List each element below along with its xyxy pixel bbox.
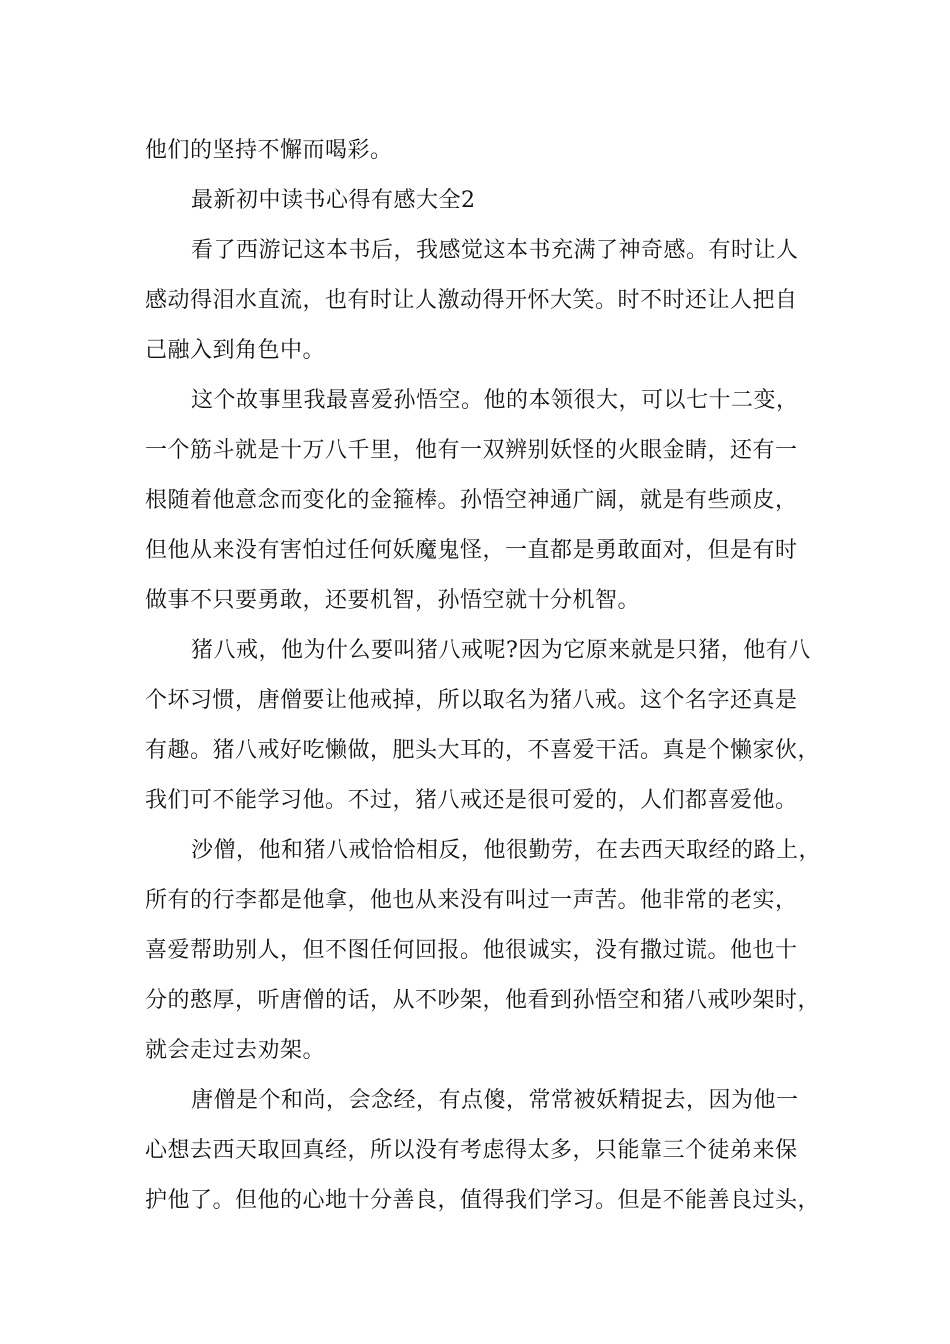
text-line: 己融入到角色中。 xyxy=(145,338,326,363)
text-line: 一个筋斗就是十万八千里，他有一双辨别妖怪的火眼金睛，还有一 xyxy=(145,438,798,463)
section-heading: 最新初中读书心得有感大全2 xyxy=(191,188,476,213)
text-line: 根随着他意念而变化的金箍棒。孙悟空神通广阔，就是有些顽皮， xyxy=(145,488,798,513)
text-line: 护他了。但他的心地十分善良，值得我们学习。但是不能善良过头， xyxy=(145,1188,821,1213)
text-line: 我们可不能学习他。不过，猪八戒还是很可爱的，人们都喜爱他。 xyxy=(145,788,798,813)
text-line: 但他从来没有害怕过任何妖魔鬼怪，一直都是勇敢面对，但是有时 xyxy=(145,538,798,563)
text-line: 他们的坚持不懈而喝彩。 xyxy=(145,138,393,163)
text-line: 分的憨厚，听唐僧的话，从不吵架，他看到孙悟空和猪八戒吵架时， xyxy=(145,988,821,1013)
text-line: 这个故事里我最喜爱孙悟空。他的本领很大，可以七十二变， xyxy=(191,388,799,413)
text-line: 所有的行李都是他拿，他也从来没有叫过一声苦。他非常的老实， xyxy=(145,888,798,913)
text-line: 做事不只要勇敢，还要机智，孙悟空就十分机智。 xyxy=(145,588,641,613)
text-line: 唐僧是个和尚，会念经，有点傻，常常被妖精捉去，因为他一 xyxy=(191,1088,799,1113)
text-line: 感动得泪水直流，也有时让人激动得开怀大笑。时不时还让人把自 xyxy=(145,288,798,313)
text-line: 心想去西天取回真经，所以没有考虑得太多，只能靠三个徒弟来保 xyxy=(145,1138,798,1163)
text-line: 个坏习惯，唐僧要让他戒掉，所以取名为猪八戒。这个名字还真是 xyxy=(145,688,798,713)
text-line: 有趣。猪八戒好吃懒做，肥头大耳的，不喜爱干活。真是个懒家伙， xyxy=(145,738,821,763)
text-line: 就会走过去劝架。 xyxy=(145,1038,326,1063)
text-line: 沙僧，他和猪八戒恰恰相反，他很勤劳，在去西天取经的路上， xyxy=(191,838,822,863)
text-line: 看了西游记这本书后，我感觉这本书充满了神奇感。有时让人 xyxy=(191,238,799,263)
text-line: 喜爱帮助别人，但不图任何回报。他很诚实，没有撒过谎。他也十 xyxy=(145,938,798,963)
text-line: 猪八戒，他为什么要叫猪八戒呢?因为它原来就是只猪，他有八 xyxy=(191,638,811,663)
